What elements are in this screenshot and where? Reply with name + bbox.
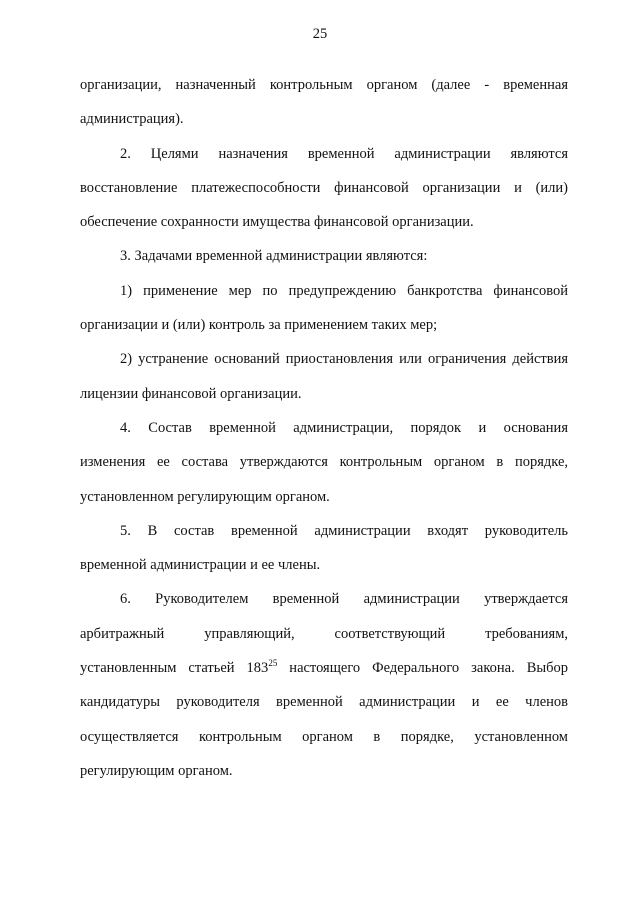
text-fragment: установленным статьей 183 <box>80 660 269 677</box>
text-line: осуществляется контрольным органом в порядке, установленном <box>80 728 568 745</box>
text-line: 3. Задачами временной администрации являются: <box>120 248 428 265</box>
paragraph <box>80 239 568 273</box>
text-line: 5. В состав временной администрации входят руководитель <box>120 522 568 539</box>
paragraph <box>80 514 568 583</box>
text-line: 2) устранение оснований приостановления или ограничения действия <box>120 351 568 368</box>
text-line: установленном регулирующим органом. <box>80 488 330 505</box>
text-line: 2. Целями назначения временной администрации являются <box>120 145 568 162</box>
text-line: восстановление платежеспособности финансовой организации и (или) <box>80 179 568 196</box>
text-line: обеспечение сохранности имущества финансовой организации. <box>80 214 474 231</box>
paragraph <box>80 137 568 240</box>
text-fragment: настоящего Федерального закона. Выбор <box>277 660 568 677</box>
superscript: 25 <box>268 658 278 669</box>
paragraph <box>80 411 568 514</box>
paragraph <box>80 342 568 411</box>
text-line: администрация). <box>80 111 184 128</box>
text-line: 6. Руководителем временной администрации утверждается <box>120 591 568 608</box>
text-line <box>80 651 568 685</box>
text-line: 4. Состав временной администрации, порядок и основания <box>120 419 568 436</box>
text-line: лицензии финансовой организации. <box>80 385 302 402</box>
text-line: арбитражный управляющий, соответствующий требованиям, <box>80 625 568 642</box>
text-line: временной администрации и ее члены. <box>80 557 321 574</box>
paragraph <box>80 68 568 137</box>
paragraph <box>80 274 568 343</box>
page-number: 25 <box>312 26 328 42</box>
text-line: организации и (или) контроль за применением таких мер; <box>80 317 438 334</box>
paragraph <box>80 582 568 788</box>
text-line: изменения ее состава утверждаются контрольным органом в порядке, <box>80 454 568 471</box>
document-body <box>80 68 568 788</box>
text-line: кандидатуры руководителя временной администрации и ее членов <box>80 694 568 711</box>
text-line: регулирующим органом. <box>80 762 233 779</box>
text-line: организации, назначенный контрольным органом (далее - временная <box>80 77 568 93</box>
text-line: 1) применение мер по предупреждению банкротства финансовой <box>120 282 568 299</box>
